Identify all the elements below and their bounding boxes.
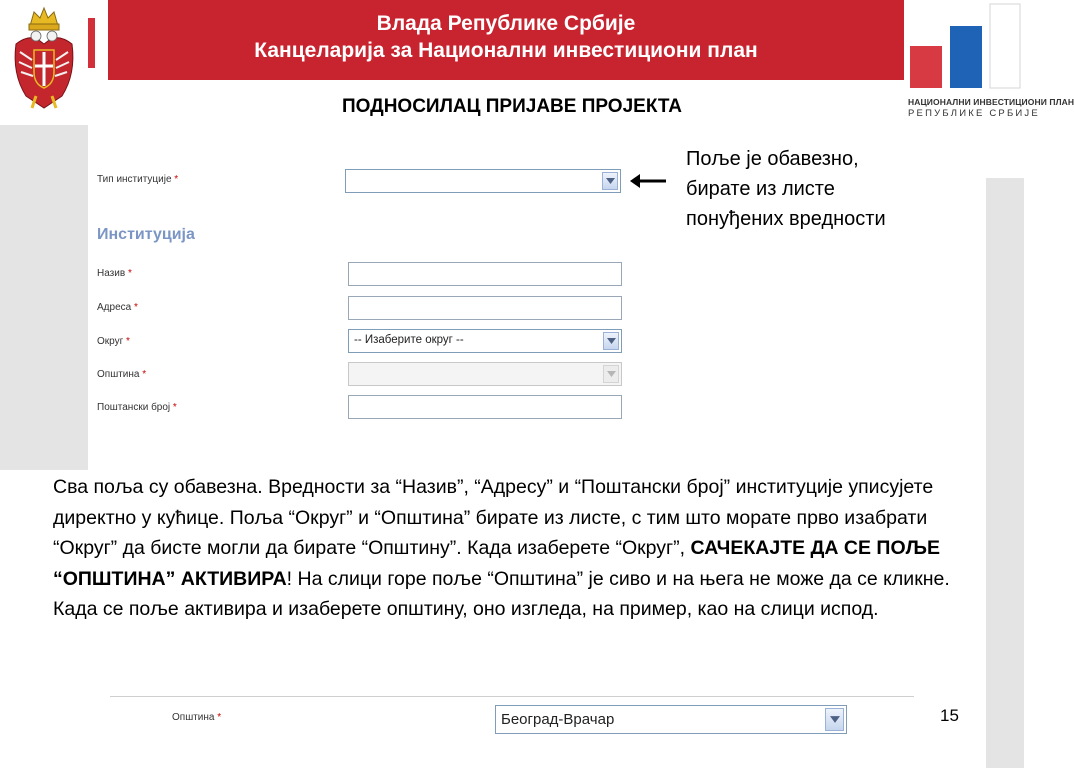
- header-title-line1: Влада Републике Србије: [376, 12, 636, 35]
- required-mark: *: [142, 369, 147, 380]
- postal-code-label: [97, 402, 177, 413]
- name-label: [97, 268, 132, 279]
- chevron-down-icon[interactable]: [825, 708, 844, 731]
- instructions-text-part2: ! На слици горе поље “Општина” је сиво и на њега не може да се кликне. Када се поље активира и изаберете општину, оно изгледа, на пример, као на слици испод.: [53, 567, 950, 620]
- example-municipality-label: [172, 712, 221, 723]
- name-input[interactable]: [348, 262, 622, 286]
- arrow-left-icon: [630, 172, 668, 190]
- name-label-text: Назив: [97, 268, 126, 279]
- district-label-text: Округ: [97, 336, 124, 347]
- callout-line1: Поље је обавезно,: [686, 148, 859, 170]
- required-mark: *: [174, 174, 179, 185]
- chevron-down-icon: [603, 365, 619, 383]
- district-select[interactable]: [348, 329, 622, 353]
- header-title-line2: Канцеларија за Национални инвестициони план: [254, 39, 758, 62]
- district-value: -- Изаберите округ --: [354, 334, 464, 346]
- municipality-label: [97, 369, 146, 380]
- municipality-select-disabled: [348, 362, 622, 386]
- callout-line2: бирате из листе: [686, 178, 835, 200]
- callout-line3: понуђених вредности: [686, 208, 886, 230]
- required-mark: *: [172, 402, 177, 413]
- divider: [110, 696, 914, 697]
- instructions-emphasis: САЧЕКАЈТЕ ДА СЕ ПОЉЕ “ОПШТИНА” АКТИВИРА: [53, 537, 940, 590]
- required-mark: *: [133, 302, 138, 313]
- required-mark: *: [217, 712, 222, 723]
- address-label: [97, 302, 138, 313]
- page-title: ПОДНОСИЛАЦ ПРИЈАВЕ ПРОЈЕКТА: [341, 96, 683, 117]
- example-municipality-value: Београд-Врачар: [501, 711, 615, 728]
- institution-type-select[interactable]: [345, 169, 621, 193]
- instructions-paragraph: [53, 472, 973, 625]
- header-accent-bar: [88, 18, 95, 68]
- left-side-panel: [0, 125, 88, 470]
- callout-text: [686, 144, 886, 234]
- address-input[interactable]: [348, 296, 622, 320]
- logo-text-line2: РЕПУБЛИКЕ СРБИЈЕ: [908, 108, 1040, 119]
- header-banner: [108, 0, 904, 80]
- chevron-down-icon[interactable]: [602, 172, 618, 190]
- instructions-text-part1: Сва поља су обавезна. Вредности за “Назив”, “Адресу” и “Поштански број” институције уписујете директно у кућице. Поља “Округ” и “Општина” бирате из листе, с тим што морате прво изабрати “Округ” да бисте могли да бирате “Општину”. Када изаберете “Округ”,: [53, 476, 934, 559]
- address-label-text: Адреса: [97, 302, 132, 313]
- example-municipality-select[interactable]: [495, 705, 847, 734]
- municipality-label-text: Општина: [97, 369, 140, 380]
- postal-code-label-text: Поштански број: [97, 402, 171, 413]
- example-municipality-label-text: Општина: [172, 712, 215, 723]
- postal-code-input[interactable]: [348, 395, 622, 419]
- required-mark: *: [127, 268, 132, 279]
- page-number: 15: [940, 706, 959, 725]
- required-mark: *: [126, 336, 130, 347]
- section-title-institution: Институција: [97, 226, 195, 243]
- district-label: [97, 336, 130, 347]
- institution-type-label: [97, 174, 178, 185]
- chevron-down-icon[interactable]: [603, 332, 619, 350]
- logo-text-line1: НАЦИОНАЛНИ ИНВЕСТИЦИОНИ ПЛАН: [908, 97, 1074, 107]
- institution-type-label-text: Тип институције: [97, 174, 172, 185]
- right-side-panel: [986, 178, 1024, 768]
